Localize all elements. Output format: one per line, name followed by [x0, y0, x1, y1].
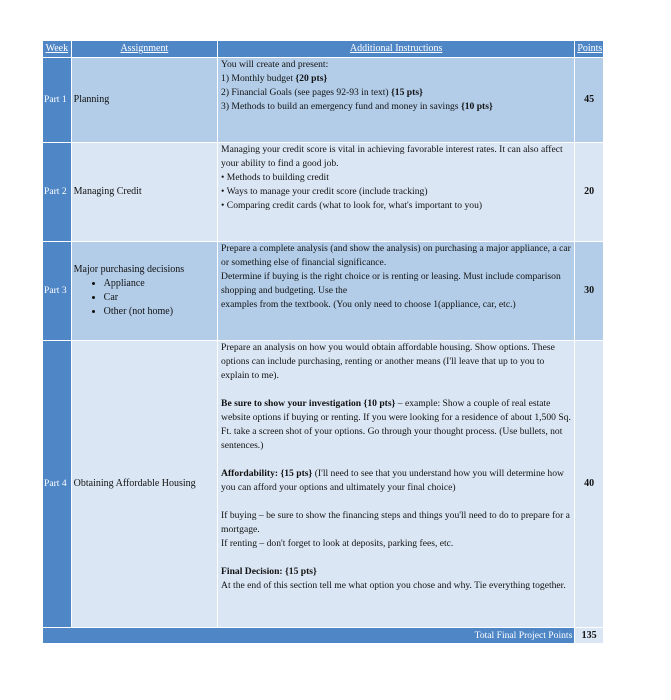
- instruction-line: • Methods to building credit: [221, 172, 329, 183]
- points-cell: 40: [575, 341, 604, 628]
- instructions-cell: [218, 58, 575, 143]
- total-points: 135: [575, 628, 604, 644]
- instruction-paragraph: If renting – don't forget to look at deposits, parking fees, etc.: [221, 538, 454, 549]
- list-item: • Car: [104, 291, 215, 305]
- instruction-text: 1) Monthly budget: [221, 73, 296, 84]
- list-item: • Other (not home): [104, 305, 215, 319]
- instructions-cell: [218, 242, 575, 341]
- total-row: [43, 628, 604, 644]
- assignment-title: Major purchasing decisions: [73, 264, 185, 275]
- header-instructions: Additional Instructions: [218, 41, 575, 58]
- week-cell: Part 3: [43, 242, 72, 341]
- instruction-paragraph: [221, 397, 571, 453]
- assignment-cell: [71, 242, 217, 341]
- week-cell: Part 4: [43, 341, 72, 628]
- header-row: [43, 41, 604, 58]
- instruction-line: Determine if buying is the right choice or is renting or leasing. Must include comparison shopping and budgeting. Use the: [221, 271, 561, 296]
- final-decision-heading: Final Decision: {15 pts}: [221, 566, 317, 577]
- instructions-cell: [218, 143, 575, 242]
- points-cell: 45: [575, 58, 604, 143]
- table-row-part-2: [43, 143, 604, 242]
- investigation-heading: Be sure to show your investigation {10 pts}: [221, 398, 396, 409]
- total-label: Total Final Project Points: [43, 628, 575, 644]
- week-cell: Part 1: [43, 58, 72, 143]
- table-row-part-3: [43, 242, 604, 341]
- points-cell: 20: [575, 143, 604, 242]
- instructions-cell: [218, 341, 575, 628]
- header-week: Week: [43, 41, 72, 58]
- instruction-line: • Ways to manage your credit score (include tracking): [221, 186, 428, 197]
- instruction-line: Managing your credit score is vital in achieving favorable interest rates. It can also affect your ability to find a good job.: [221, 144, 563, 169]
- instruction-text: 3) Methods to build an emergency fund and money in savings: [221, 101, 461, 112]
- instruction-line: [221, 72, 571, 86]
- assignment-cell: Planning: [71, 58, 217, 143]
- instruction-line: You will create and present:: [221, 59, 329, 70]
- instruction-text: – example: Show a couple of real estate website options if buying or renting. If you were looking for a residence of about 1,500 Sq. Ft. take a screen shot of your options. Go through your thought process. (Use bullets, not sentences.): [221, 398, 571, 451]
- header-assignment: Assignment: [71, 41, 217, 58]
- instruction-line: [221, 86, 571, 100]
- table-row-part-1: [43, 58, 604, 143]
- table-row-part-4: [43, 341, 604, 628]
- instruction-line: Prepare a complete analysis (and show the analysis) on purchasing a major appliance, a car or something else of financial significance.: [221, 243, 571, 268]
- points-note: {15 pts}: [391, 87, 423, 98]
- assignment-list: [74, 277, 215, 319]
- affordability-heading: Affordability: {15 pts}: [221, 468, 313, 479]
- instruction-paragraph: At the end of this section tell me what option you chose and why. Tie everything together.: [221, 580, 566, 591]
- points-note: {10 pts}: [460, 101, 493, 112]
- header-points: Points: [575, 41, 604, 58]
- list-item: • Appliance: [104, 277, 215, 291]
- instruction-text: (I'll need to see that you understand how you will determine how you can afford your options and ultimately your final choice): [221, 468, 564, 493]
- points-cell: 30: [575, 242, 604, 341]
- assignment-cell: Managing Credit: [71, 143, 217, 242]
- instruction-paragraph: If buying – be sure to show the financing steps and things you'll need to do to prepare for a mortgage.: [221, 510, 570, 535]
- week-cell: Part 2: [43, 143, 72, 242]
- instruction-text: 2) Financial Goals (see pages 92-93 in text): [221, 87, 392, 98]
- instruction-line: • Comparing credit cards (what to look for, what's important to you): [221, 200, 483, 211]
- instruction-paragraph: [221, 467, 571, 495]
- instruction-paragraph: Prepare an analysis on how you would obtain affordable housing. Show options. These options can include purchasing, renting or another means (I'll leave that up to you to explain to me).: [221, 342, 555, 381]
- instruction-line: [221, 100, 571, 114]
- points-note: {20 pts}: [295, 73, 328, 84]
- project-points-table: [42, 40, 604, 644]
- assignment-cell: Obtaining Affordable Housing: [71, 341, 217, 628]
- instruction-line: examples from the textbook. (You only need to choose 1(appliance, car, etc.): [221, 299, 516, 310]
